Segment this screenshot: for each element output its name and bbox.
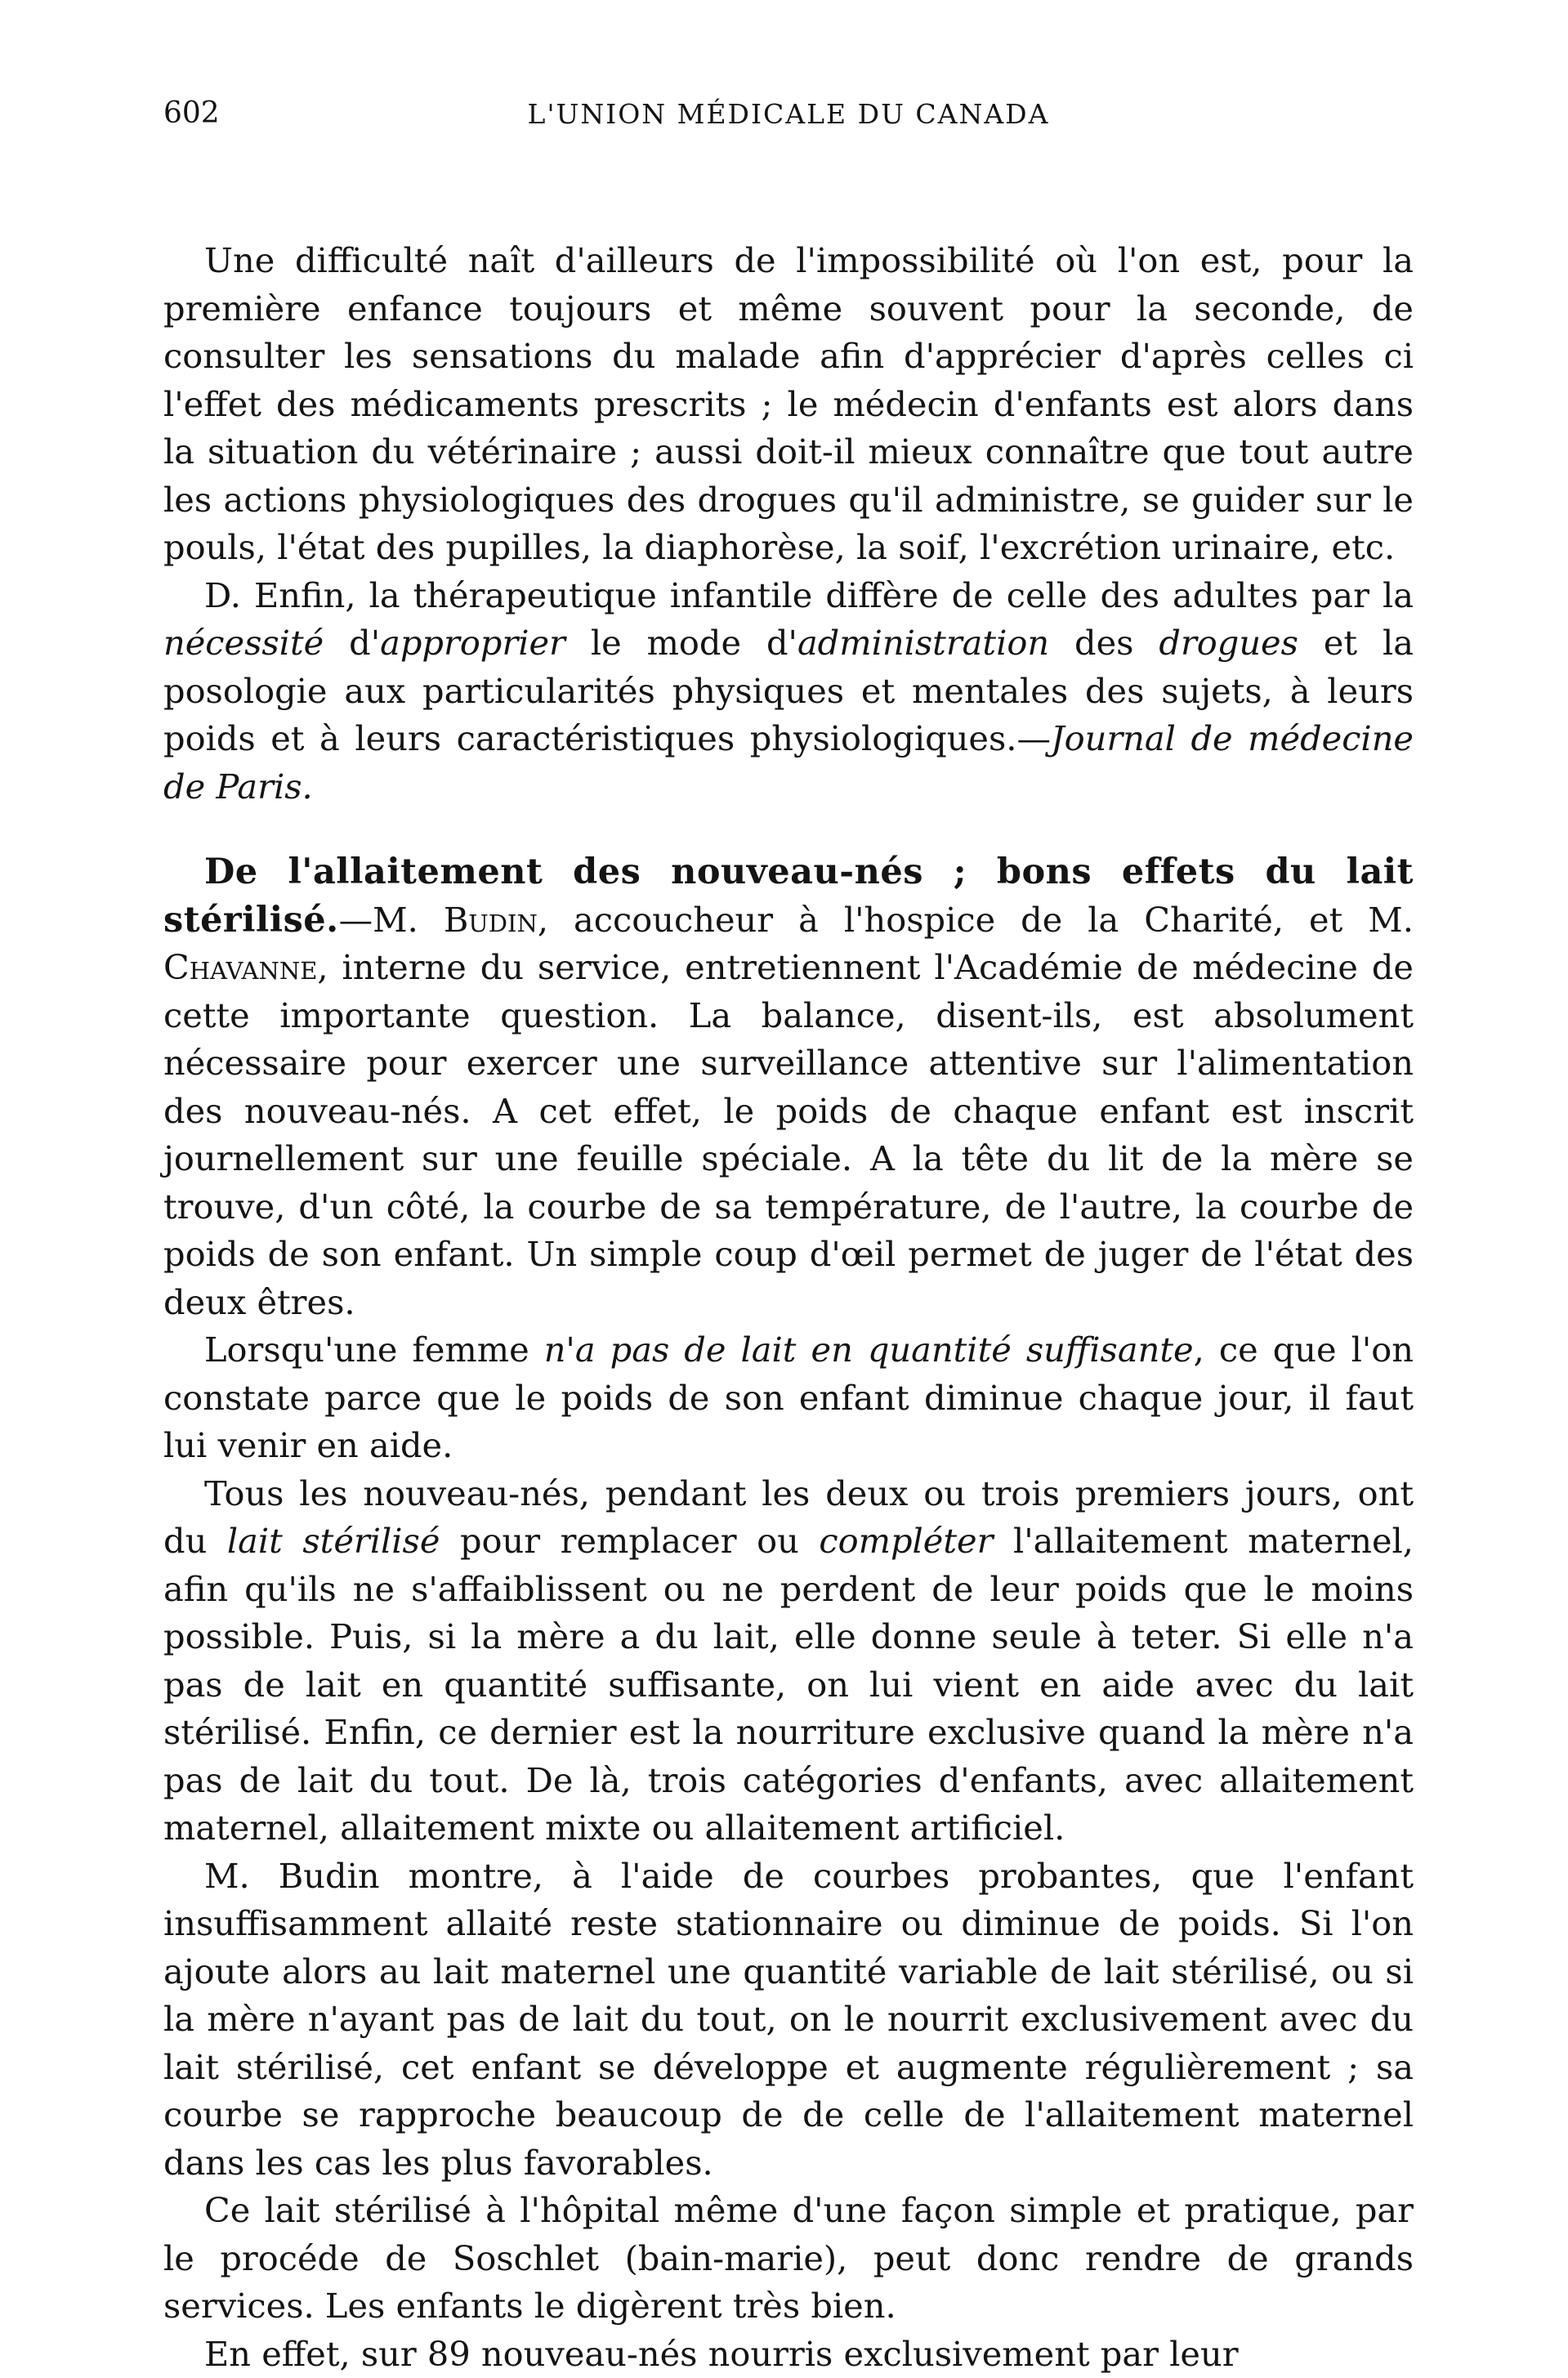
article-lead-paragraph: De l'allaitement des nouveau-nés ; bons effets du lait stérilisé.—M. Budin, accoucheur à l'hospice de la Charité, et M. Chavanne, interne du service, entretiennent l'Académie de médecine de cette importante question. La balance, disent-ils, est absolument nécessaire pour exercer une surveillance attentive sur l'alimentation des nouveau-nés. A cet effet, le poids de chaque enfant est inscrit journellement sur une feuille spéciale. A la tête du lit de la mère se trouve, d'un côté, la courbe de sa température, de l'autre, la courbe de poids de son enfant. Un simple coup d'œil permet de juger de l'état des deux êtres. [163,848,1414,1326]
emphasis: drogues [1159,623,1298,663]
article-title: De l'allaitement des nouveau-nés ; bons effets du lait stérilisé. [163,852,1414,941]
paragraph: Tous les nouveau-nés, pendant les deux ou trois premiers jours, ont du lait stérilisé pour remplacer ou compléter l'allaitement maternel, afin qu'ils ne s'affaiblissent ou ne perdent de leur poids que le moins possible. Puis, si la mère a du lait, elle donne seule à teter. Si elle n'a pas de lait en quantité suffisante, on lui vient en aide avec du lait stérilisé. Enfin, ce dernier est la nourriture exclusive quand la mère n'a pas de lait du tout. De là, trois catégories d'enfants, avec allaitement maternel, allaitement mixte ou allaitement artificiel. [163,1470,1414,1853]
running-title: L'UNION MÉDICALE DU CANADA [163,98,1414,130]
document-page [163,96,1414,2378]
emphasis: administration [797,623,1049,663]
page-header [163,96,1414,154]
page-number: 602 [163,96,220,130]
emphasis: lait stérilisé [227,1521,440,1561]
source-citation: Journal de médecine de Paris. [163,718,1414,807]
emphasis: compléter [819,1521,993,1561]
paragraph: D. Enfin, la thérapeutique infantile diffère de celle des adultes par la nécessité d'approprier le mode d'administration des drogues et la posologie aux particularités physiques et mentales des sujets, à leurs poids et à leurs caractéristiques physiologiques.—Journal de médecine de Paris. [163,572,1414,811]
paragraph: Une difficulté naît d'ailleurs de l'impossibilité où l'on est, pour la première enfance toujours et même souvent pour la seconde, de consulter les sensations du malade afin d'apprécier d'après celles ci l'effet des médicaments prescrits ; le médecin d'enfants est alors dans la situation du vétérinaire ; aussi doit-il mieux connaître que tout autre les actions physiologiques des drogues qu'il administre, se guider sur le pouls, l'état des pupilles, la diaphorèse, la soif, l'excrétion urinaire, etc. [163,237,1414,572]
section-gap [163,811,1414,848]
author-name: Budin [444,900,538,940]
article-body [163,237,1414,2378]
emphasis: n'a pas de lait en quantité suffisante [544,1330,1194,1370]
emphasis: nécessité [163,623,324,663]
author-name: Chavanne [163,947,317,987]
paragraph: Lorsqu'une femme n'a pas de lait en quantité suffisante, ce que l'on constate parce que le poids de son enfant diminue chaque jour, il faut lui venir en aide. [163,1326,1414,1470]
paragraph: En effet, sur 89 nouveau-nés nourris exclusivement par leur [163,2331,1414,2378]
paragraph: Ce lait stérilisé à l'hôpital même d'une façon simple et pratique, par le procéde de Soschlet (bain-marie), peut donc rendre de grands services. Les enfants le digèrent très bien. [163,2187,1414,2331]
emphasis: approprier [380,623,565,663]
paragraph: M. Budin montre, à l'aide de courbes probantes, que l'enfant insuffisamment allaité reste stationnaire ou diminue de poids. Si l'on ajoute alors au lait maternel une quantité variable de lait stérilisé, ou si la mère n'ayant pas de lait du tout, on le nourrit exclusivement avec du lait stérilisé, cet enfant se développe et augmente régulièrement ; sa courbe se rapproche beaucoup de de celle de l'allaitement maternel dans les cas les plus favorables. [163,1853,1414,2188]
